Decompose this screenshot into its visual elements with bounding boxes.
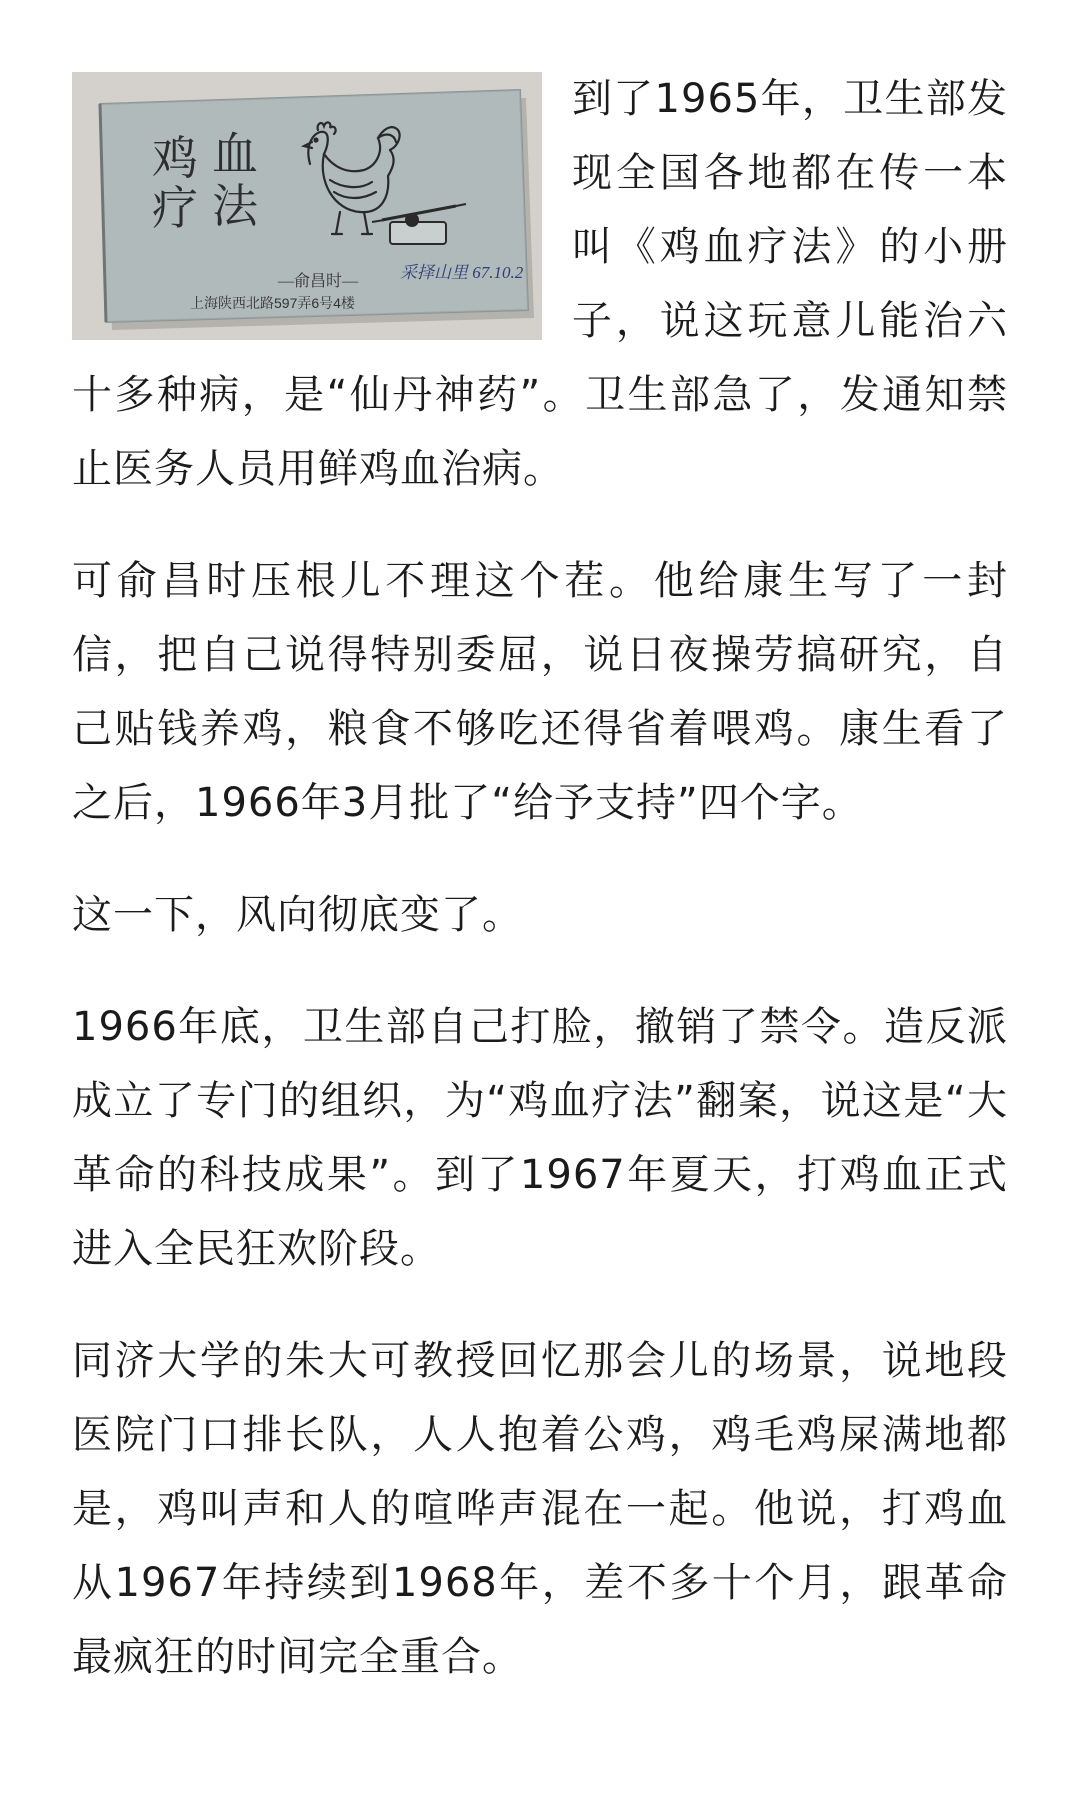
paragraph-3: 这一下，风向彻底变了。 bbox=[72, 892, 523, 938]
paragraph-4: 1966年底，卫生部自己打脸，撤销了禁令。造反派成立了专门的组织，为“鸡血疗法”翻案，说这是“大革命的科技成果”。到了1967年夏天，打鸡血正式进入全民狂欢阶段。 bbox=[72, 1004, 1008, 1272]
title-char-1: 鸡 bbox=[152, 133, 198, 184]
booklet-address: 上海陕西北路597弄6号4楼 bbox=[190, 295, 355, 311]
paragraph-1: 到了1965年，卫生部发现全国各地都在传一本叫《鸡血疗法》的小册子，说这玩意儿能治六十多种病，是“仙丹神药”。卫生部急了，发通知禁止医务人员用鲜鸡血治病。 bbox=[72, 76, 1008, 492]
handwritten-note: 采择山里 67.10.2 bbox=[400, 263, 524, 282]
title-char-3: 疗 bbox=[152, 183, 198, 234]
title-char-4: 法 bbox=[212, 181, 258, 232]
paragraph-5: 同济大学的朱大可教授回忆那会儿的场景，说地段医院门口排长队，人人抱着公鸡，鸡毛鸡屎满地都是，鸡叫声和人的喧哗声混在一起。他说，打鸡血从1967年持续到1968年，差不多十个月，跟革命最疯狂的时间完全重合。 bbox=[72, 1338, 1008, 1680]
booklet-author: —俞昌时— bbox=[278, 273, 359, 290]
title-char-2: 血 bbox=[212, 129, 258, 180]
booklet-cover-image bbox=[72, 72, 542, 340]
booklet-photo bbox=[72, 72, 542, 340]
paragraph-2: 可俞昌时压根儿不理这个茬。他给康生写了一封信，把自己说得特别委屈，说日夜操劳搞研究，自己贴钱养鸡，粮食不够吃还得省着喂鸡。康生看了之后，1966年3月批了“给予支持”四个字。 bbox=[72, 558, 1008, 826]
